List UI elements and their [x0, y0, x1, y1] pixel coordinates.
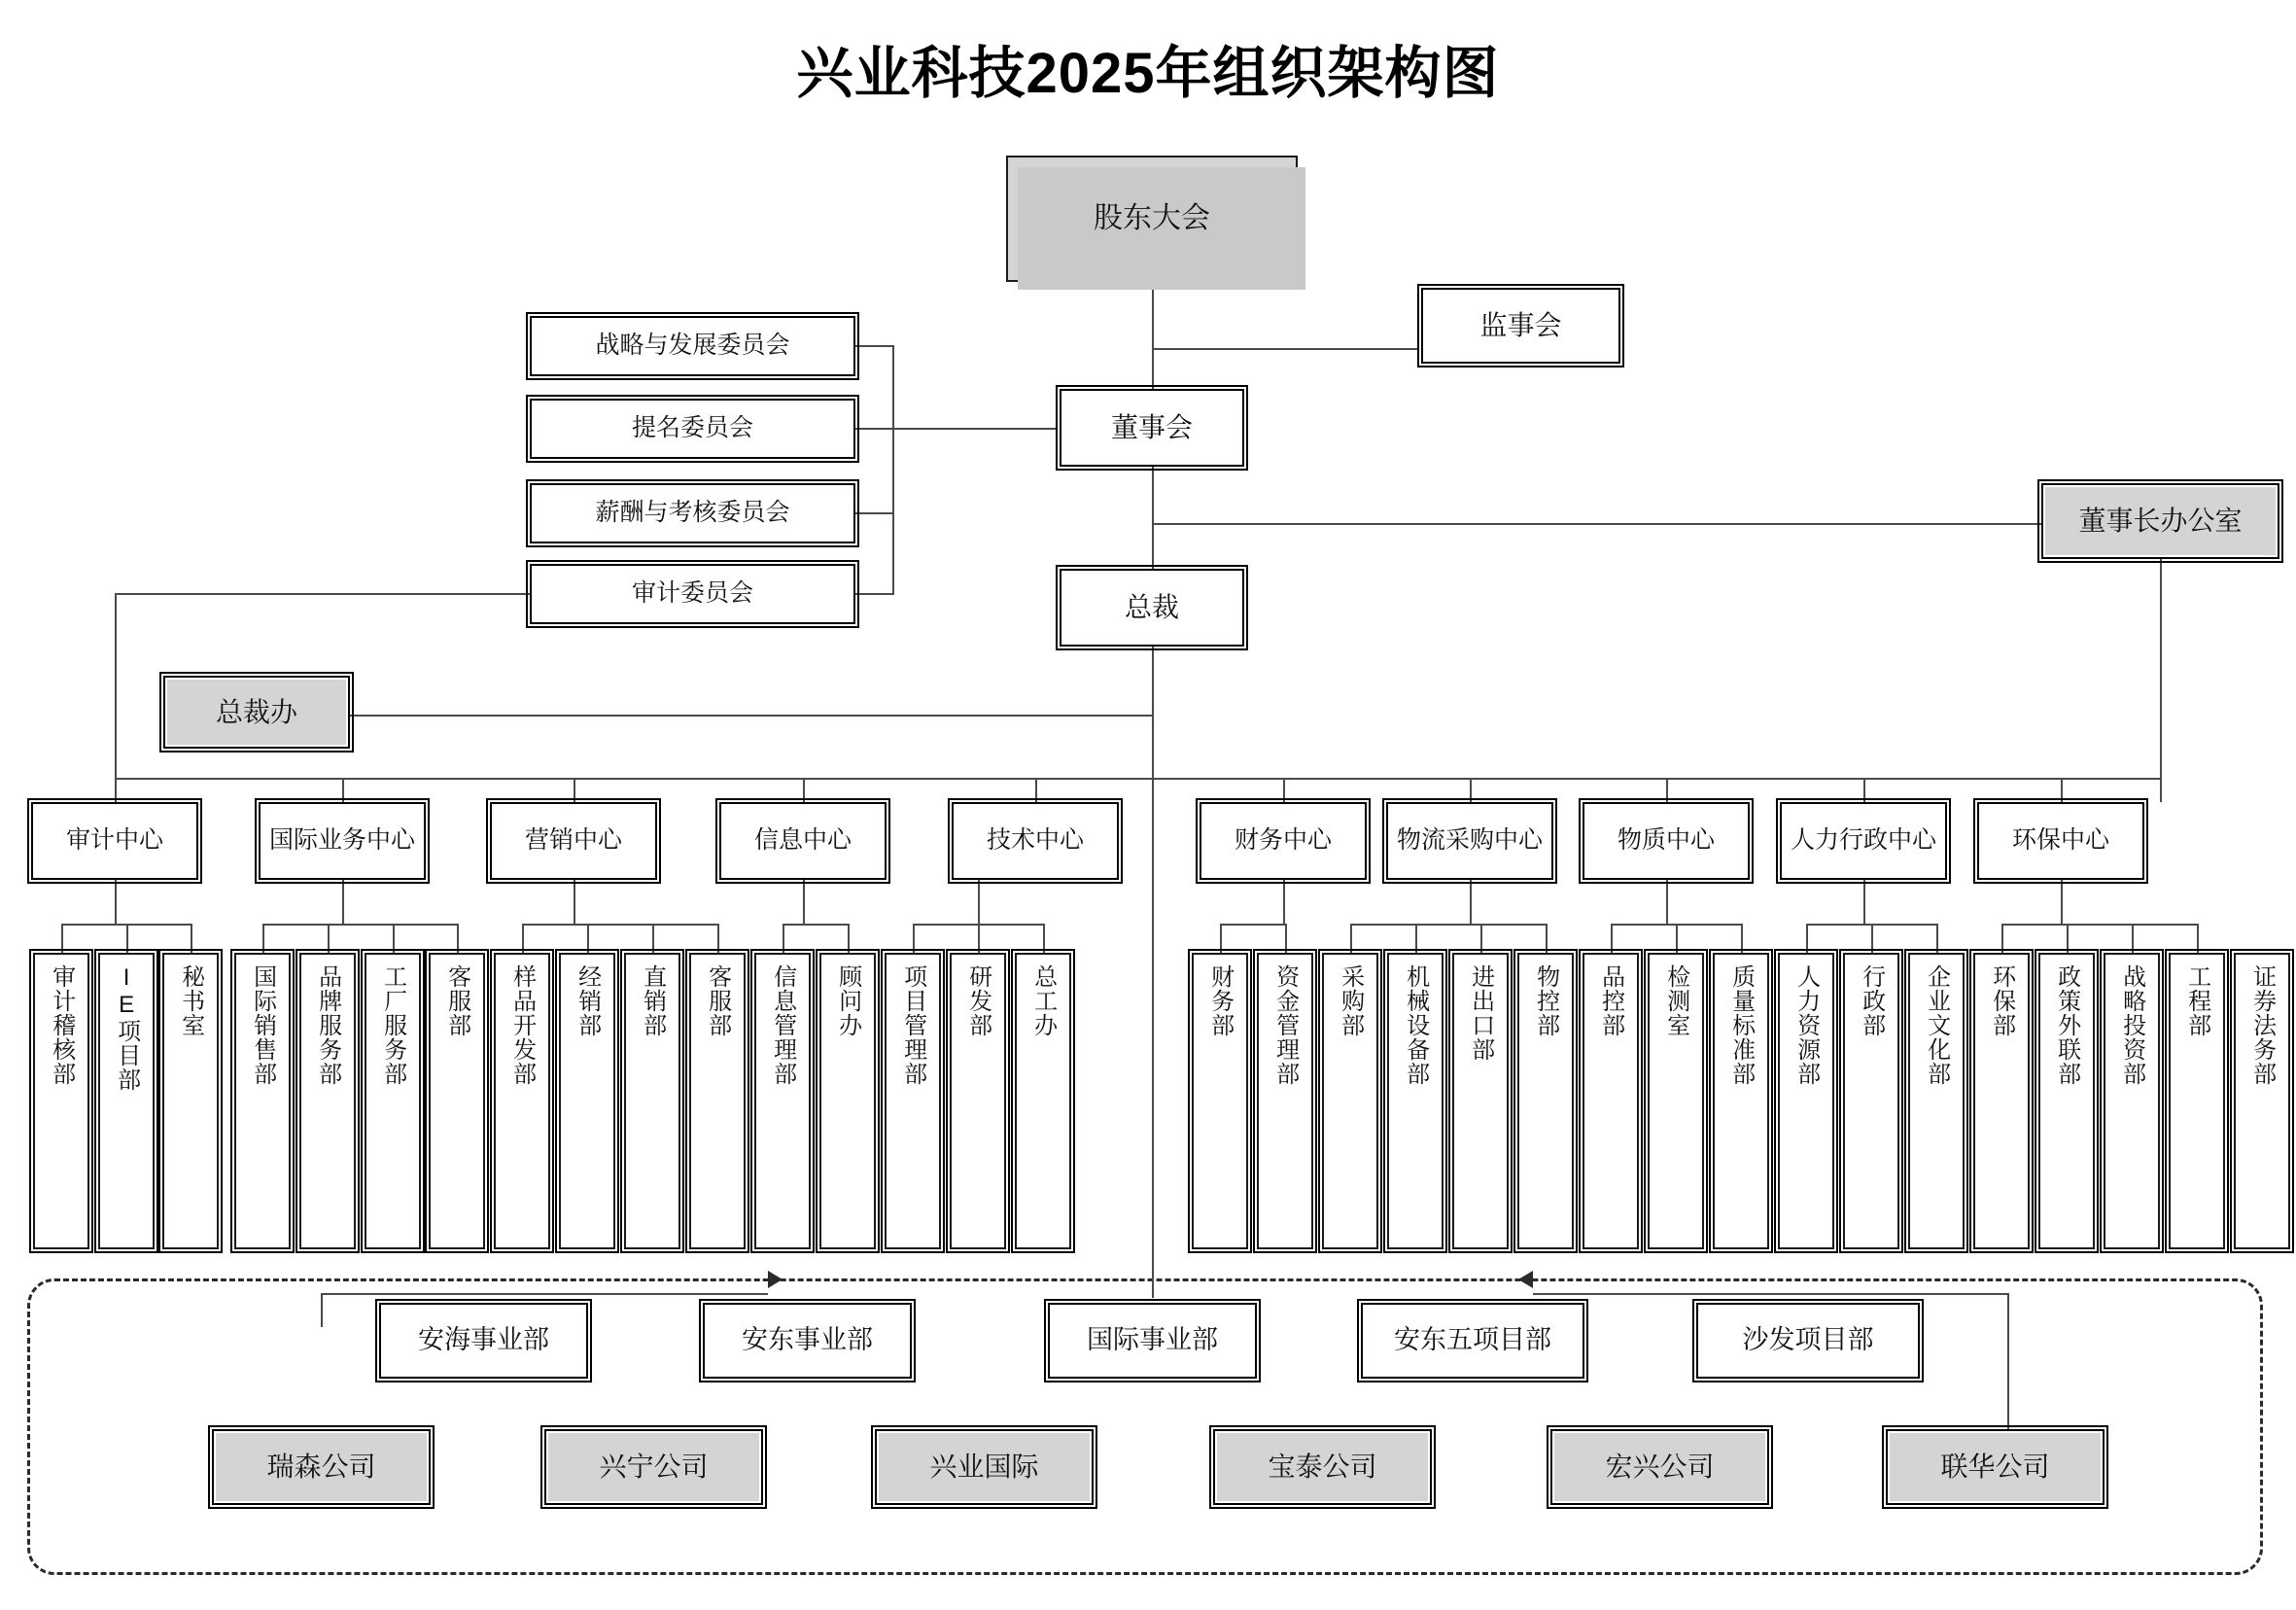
subbus-env [2001, 924, 2197, 926]
committee-strategy[interactable] [530, 316, 855, 376]
dept-chief-engineer-office[interactable]: 总工办 [1015, 953, 1071, 1249]
dept-international-sales[interactable]: 国际销售部 [234, 953, 291, 1249]
connector-committee-1 [855, 345, 894, 347]
subbus-env-c1 [2001, 924, 2003, 953]
subbus-intl-c2 [328, 924, 330, 953]
dept-secretariat[interactable]: 秘书室 [162, 953, 219, 1249]
dept-machinery-equipment[interactable]: 机械设备部 [1387, 953, 1444, 1249]
center-information[interactable] [719, 802, 887, 880]
subbus-hr-c3 [1936, 924, 1938, 953]
subbus-stem-mat [1666, 880, 1668, 924]
center-stem-6 [1283, 778, 1285, 802]
dept-customer-service-1[interactable]: 客服部 [429, 953, 485, 1249]
dept-procurement[interactable]: 采购部 [1322, 953, 1378, 1249]
node-label: 审计中心 [65, 826, 163, 855]
subbus-tech-c2 [978, 924, 980, 953]
node-shareholders[interactable] [1006, 156, 1298, 282]
dept-quality-standards[interactable]: 质量标准部 [1713, 953, 1769, 1249]
dept-administration[interactable]: 行政部 [1843, 953, 1899, 1249]
connector-bu-left-stem [321, 1293, 323, 1327]
committee-nomination[interactable] [530, 399, 855, 459]
subbus-info [783, 924, 848, 926]
center-stem-10 [2061, 778, 2063, 802]
dept-engineering[interactable]: 工程部 [2169, 953, 2225, 1249]
connector-supervisory-down [1417, 321, 1419, 348]
dept-human-resources[interactable]: 人力资源部 [1778, 953, 1834, 1249]
business-unit-andong-five[interactable]: 安东五项目部 [1361, 1303, 1584, 1379]
dept-policy-liaison[interactable]: 政策外联部 [2038, 953, 2095, 1249]
subbus-fin-c1 [1220, 924, 1222, 953]
node-label: 物质中心 [1617, 826, 1715, 855]
center-stem-7 [1470, 778, 1472, 802]
dept-fund-management[interactable]: 资金管理部 [1257, 953, 1313, 1249]
node-label: 国际业务中心 [268, 826, 415, 855]
node-label: 总裁办 [215, 696, 297, 727]
subbus-env-c2 [2067, 924, 2069, 953]
node-label: 信息中心 [753, 826, 852, 855]
center-stem-1 [115, 778, 117, 802]
subbus-intl-c3 [393, 924, 395, 953]
subbus-hr-c1 [1806, 924, 1808, 953]
subbus-mk-c2 [587, 924, 589, 953]
dept-distribution[interactable]: 经销部 [559, 953, 615, 1249]
subbus-logi-c3 [1480, 924, 1482, 953]
node-label: 环保中心 [2011, 826, 2109, 855]
dept-strategic-investment[interactable]: 战略投资部 [2104, 953, 2160, 1249]
subbus-info-c2 [848, 924, 850, 953]
subbus-audit-c2 [126, 924, 128, 953]
center-stem-2 [342, 778, 344, 802]
business-unit-anhai[interactable]: 安海事业部 [379, 1303, 588, 1379]
subbus-logi-c4 [1546, 924, 1548, 953]
subbus-logi-c1 [1350, 924, 1352, 953]
center-stem-4 [803, 778, 805, 802]
center-logistics-procurement[interactable] [1386, 802, 1553, 880]
company-ruisen[interactable]: 瑞森公司 [212, 1429, 431, 1505]
center-materials[interactable] [1583, 802, 1750, 880]
company-xingning[interactable]: 兴宁公司 [544, 1429, 763, 1505]
center-stem-3 [574, 778, 575, 802]
dept-information-management[interactable]: 信息管理部 [754, 953, 811, 1249]
connector-president-office-bus [350, 715, 1152, 717]
node-label: 物流采购中心 [1396, 826, 1543, 855]
subbus-info-c1 [783, 924, 784, 953]
connector-shareholders-board [1152, 282, 1154, 389]
subbus-env-c3 [2132, 924, 2134, 953]
dept-direct-sales[interactable]: 直销部 [624, 953, 680, 1249]
connector-committee-2 [855, 428, 894, 430]
subbus-finance [1220, 924, 1285, 926]
connector-committee-3 [855, 512, 894, 514]
business-unit-andong[interactable]: 安东事业部 [703, 1303, 912, 1379]
dept-consultant-office[interactable]: 顾问办 [819, 953, 876, 1249]
center-technology[interactable] [952, 802, 1119, 880]
center-audit[interactable] [31, 802, 198, 880]
connector-chairman-office-bus [1152, 523, 2051, 525]
subbus-intl-c1 [262, 924, 264, 953]
company-baotai[interactable]: 宝泰公司 [1213, 1429, 1432, 1505]
arrow-left-icon [1518, 1271, 1533, 1288]
subbus-mk-c3 [652, 924, 654, 953]
node-label: 审计委员会 [631, 579, 753, 608]
business-unit-sofa[interactable]: 沙发项目部 [1696, 1303, 1920, 1379]
subbus-stem-audit [115, 880, 117, 924]
subbus-logi [1350, 924, 1546, 926]
company-xingye-international[interactable]: 兴业国际 [875, 1429, 1094, 1505]
center-international-business[interactable] [259, 802, 426, 880]
subbus-audit-c1 [61, 924, 63, 953]
subbus-stem-finance [1283, 880, 1285, 924]
node-label: 股东大会 [1094, 202, 1210, 235]
subbus-marketing [522, 924, 717, 926]
connector-committee-bus [892, 345, 894, 593]
subbus-tech-c1 [913, 924, 915, 953]
subbus-stem-logi [1470, 880, 1472, 924]
node-label: 总裁 [1124, 592, 1179, 623]
connector-bu-right-stem [2007, 1293, 2009, 1434]
connector-chairman-office-child [2160, 549, 2162, 802]
subbus-intl-c4 [457, 924, 459, 953]
node-supervisory-board[interactable] [1421, 288, 1620, 364]
node-chairman-office[interactable] [2041, 483, 2279, 559]
node-label: 人力行政中心 [1790, 826, 1936, 855]
subbus-mat-c2 [1676, 924, 1678, 953]
dept-environmental-protection[interactable]: 环保部 [1973, 953, 2030, 1249]
dept-securities-legal[interactable]: 证券法务部 [2234, 953, 2290, 1249]
connector-bu-left-bus [321, 1293, 768, 1295]
node-label: 薪酬与考核委员会 [595, 499, 790, 527]
connector-president-down [1152, 647, 1154, 792]
subbus-mk-c4 [717, 924, 719, 953]
center-finance[interactable] [1200, 802, 1367, 880]
committee-compensation[interactable] [530, 483, 855, 543]
dept-project-management[interactable]: 项目管理部 [885, 953, 941, 1249]
dept-audit-inspection[interactable]: 审计稽核部 [33, 953, 89, 1249]
business-unit-international[interactable]: 国际事业部 [1048, 1303, 1257, 1379]
node-president-office[interactable] [163, 676, 350, 749]
connector-bu-right-bus [1533, 1293, 2009, 1295]
node-label: 技术中心 [986, 826, 1084, 855]
center-stem-8 [1666, 778, 1668, 802]
subbus-fin-c2 [1285, 924, 1287, 953]
center-hr-admin[interactable] [1780, 802, 1947, 880]
node-label: 营销中心 [524, 826, 622, 855]
node-label: 董事长办公室 [2078, 506, 2243, 537]
subbus-mat-c3 [1741, 924, 1743, 953]
connector-board-president [1152, 467, 1154, 574]
subbus-mat-c1 [1611, 924, 1613, 953]
dept-customer-service-2[interactable]: 客服部 [689, 953, 746, 1249]
subbus-audit-c3 [191, 924, 192, 953]
subbus-tech-c3 [1043, 924, 1045, 953]
company-lianhua[interactable]: 联华公司 [1886, 1429, 2105, 1505]
connector-audit-committee-down [115, 593, 117, 802]
node-label: 财务中心 [1234, 826, 1332, 855]
subbus-env-c4 [2197, 924, 2199, 953]
dept-testing-lab[interactable]: 检测室 [1648, 953, 1704, 1249]
arrow-right-icon [768, 1271, 783, 1288]
subbus-stem-hr [1863, 880, 1865, 924]
subbus-stem-intl [342, 880, 344, 924]
subbus-intl [262, 924, 457, 926]
dept-ie-project[interactable]: IE项目部 [98, 953, 155, 1249]
node-board-of-directors[interactable] [1060, 389, 1244, 467]
dept-rnd[interactable]: 研发部 [950, 953, 1006, 1249]
subbus-stem-info [803, 880, 805, 924]
connector-president-trunk-bottom [1152, 778, 1154, 1298]
node-label: 提名委员会 [631, 414, 753, 442]
center-stem-9 [1863, 778, 1865, 802]
node-label: 董事会 [1110, 412, 1193, 443]
dept-quality-control[interactable]: 品控部 [1583, 953, 1639, 1249]
dept-material-control[interactable]: 物控部 [1517, 953, 1574, 1249]
subbus-logi-c2 [1415, 924, 1417, 953]
committee-audit[interactable] [530, 564, 855, 624]
center-stem-5 [1035, 778, 1037, 802]
node-president[interactable] [1060, 569, 1244, 647]
subbus-mk-c1 [522, 924, 524, 953]
connector-committee-to-board [892, 428, 1058, 430]
subbus-stem-tech [978, 880, 980, 924]
subbus-stem-env [2061, 880, 2063, 924]
page-title: 兴业科技2025年组织架构图 [796, 42, 1500, 105]
connector-board-supervisory [1152, 348, 1419, 350]
connector-audit-committee-left [115, 593, 533, 595]
subbus-hr-c2 [1871, 924, 1873, 953]
dept-corporate-culture[interactable]: 企业文化部 [1908, 953, 1965, 1249]
dept-import-export[interactable]: 进出口部 [1452, 953, 1509, 1249]
connector-centers-bus [115, 778, 2161, 780]
dept-finance[interactable]: 财务部 [1192, 953, 1248, 1249]
company-hongxing[interactable]: 宏兴公司 [1550, 1429, 1769, 1505]
connector-committee-4 [855, 593, 894, 595]
dept-brand-service[interactable]: 品牌服务部 [299, 953, 356, 1249]
node-label: 监事会 [1479, 310, 1562, 341]
node-label: 战略与发展委员会 [595, 332, 790, 360]
subbus-stem-marketing [574, 880, 575, 924]
dept-factory-service[interactable]: 工厂服务部 [365, 953, 421, 1249]
dept-sample-development[interactable]: 样品开发部 [494, 953, 550, 1249]
center-marketing[interactable] [490, 802, 657, 880]
center-environment[interactable] [1977, 802, 2144, 880]
